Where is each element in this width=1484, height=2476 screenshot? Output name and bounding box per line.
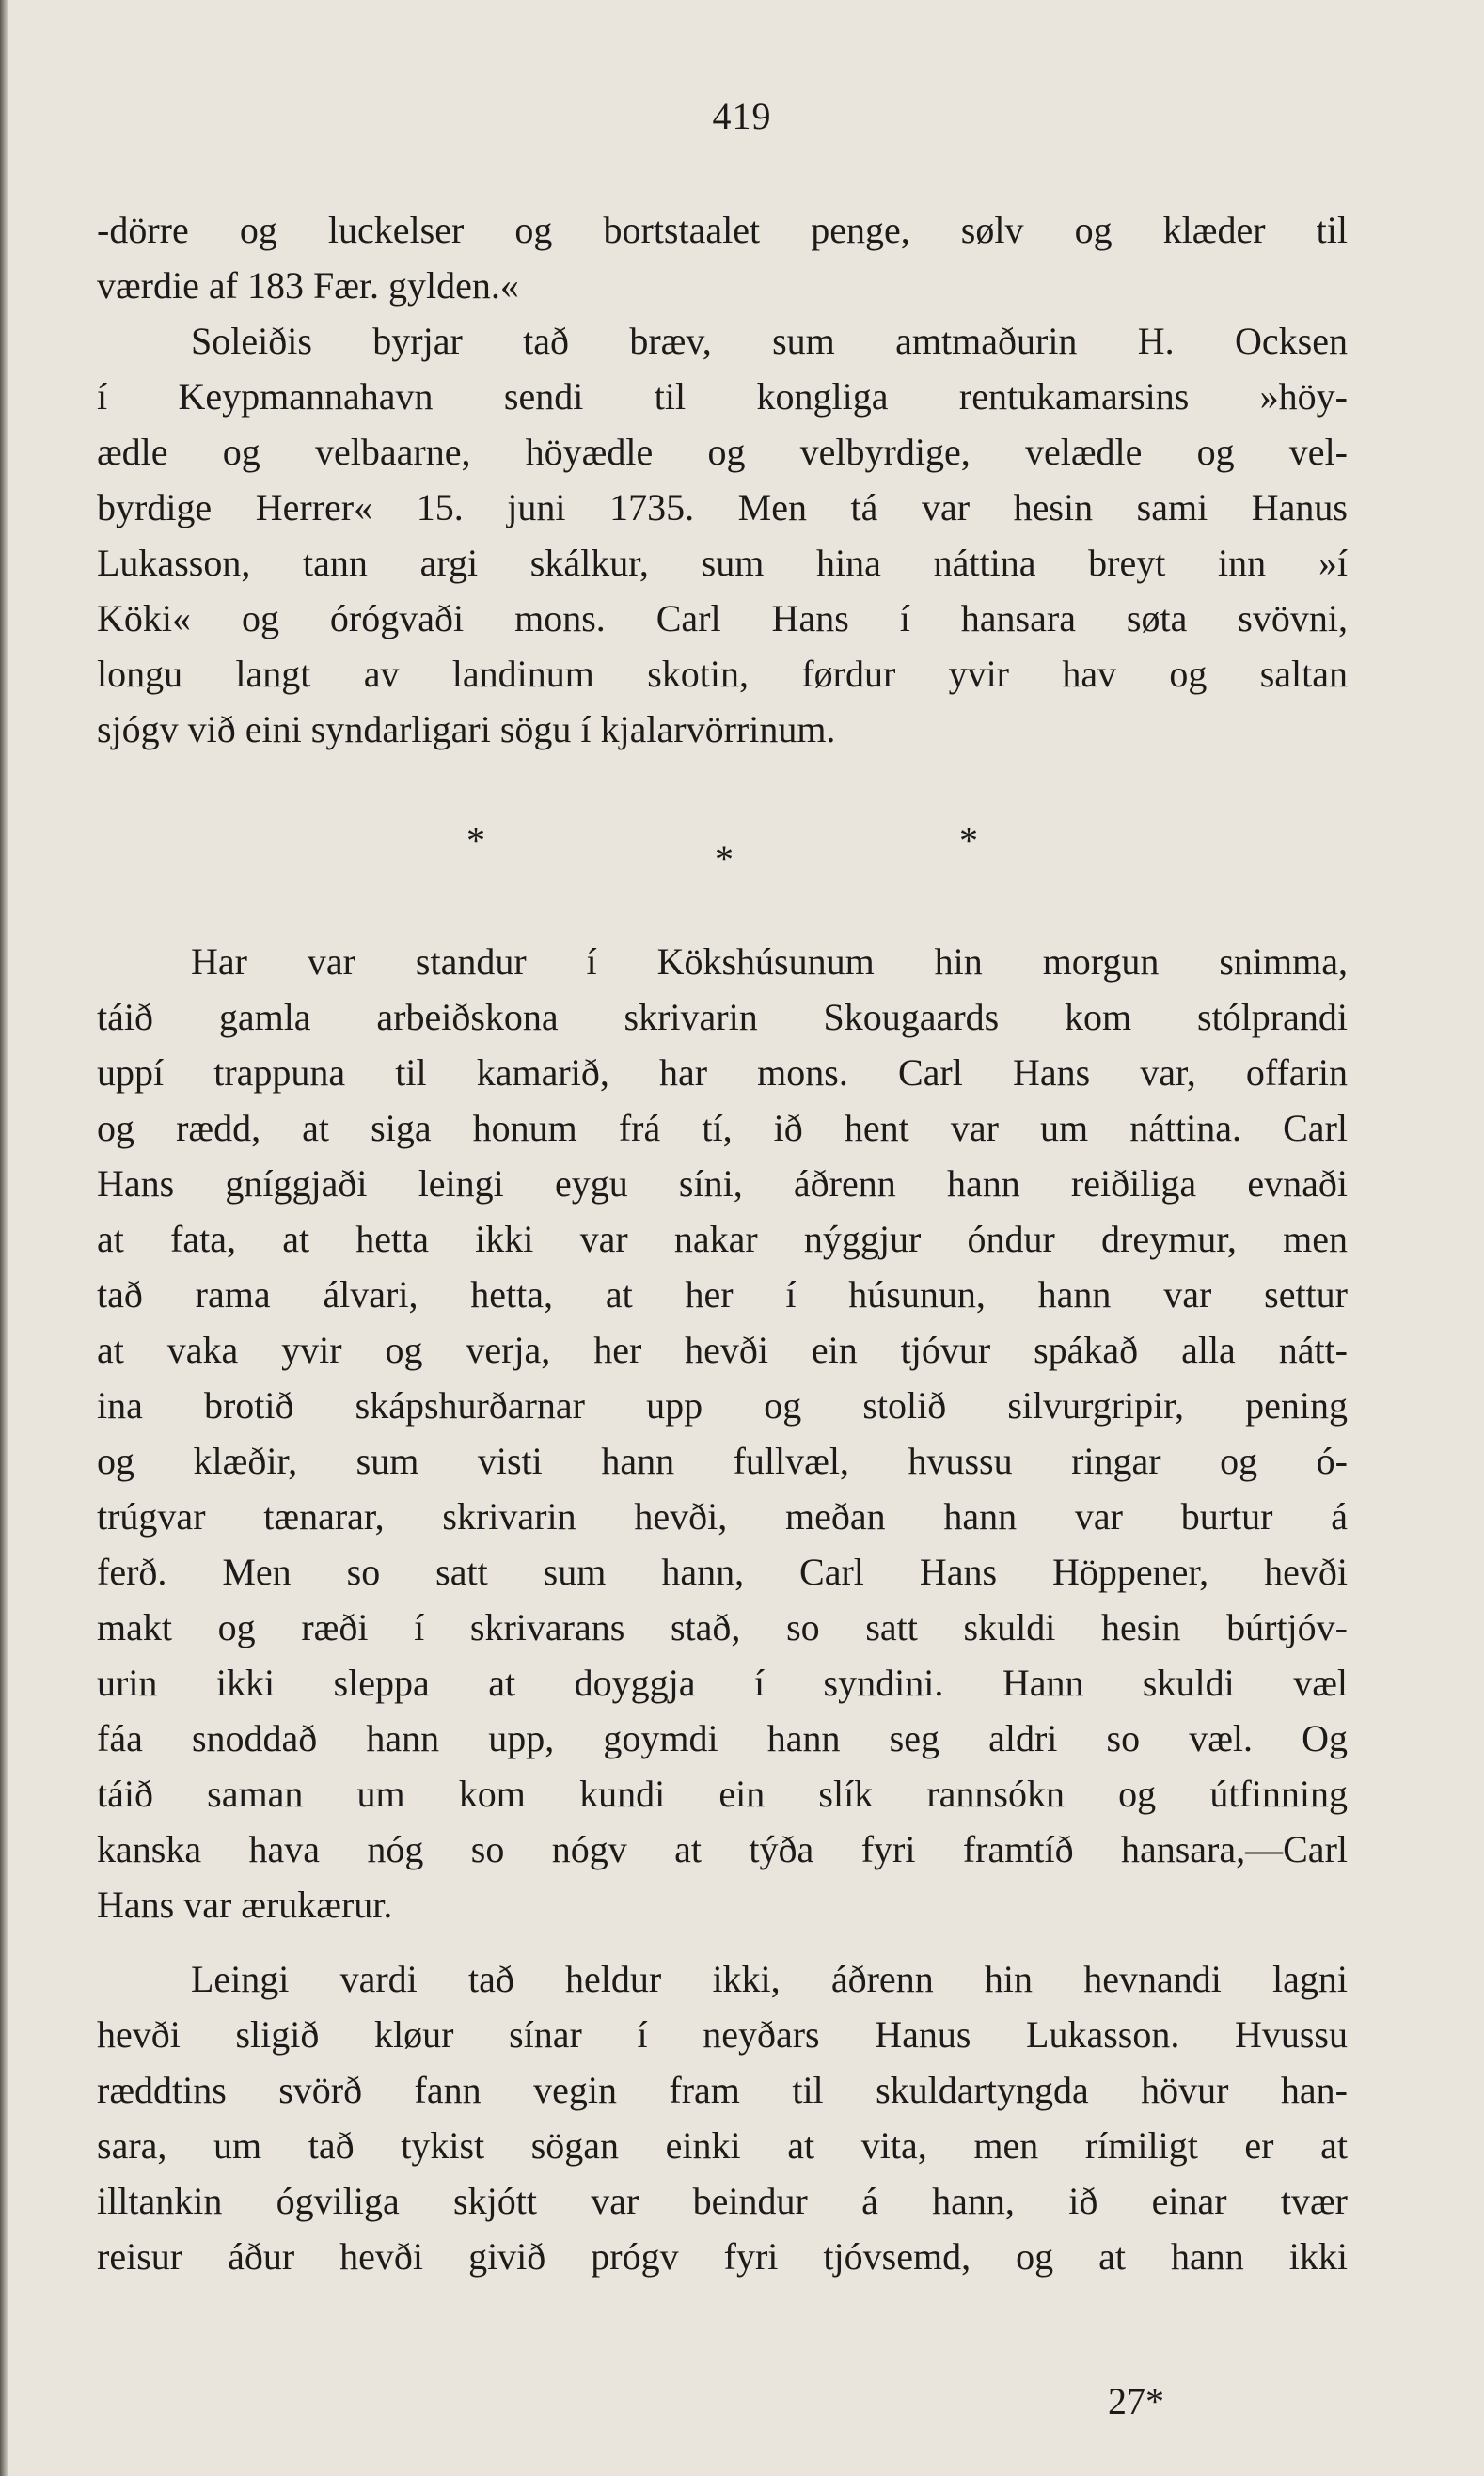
text-line: Lukasson, tann argi skálkur, sum hina náttina breyt inn »í	[97, 542, 1348, 584]
text-line: táið gamla arbeiðskona skrivarin Skougaards kom stólprandi	[97, 996, 1348, 1038]
signature-mark: 27*	[1108, 2380, 1164, 2422]
text-line: illtankin ógviliga skjótt var beindur á hann, ið einar tvær	[97, 2180, 1348, 2222]
text-line: at vaka yvir og verja, her hevði ein tjóvur spákað alla nátt-	[97, 1329, 1348, 1371]
paragraph-continuation	[97, 202, 1348, 313]
text-line: Har var standur í Kökshúsunum hin morgun snimma,	[191, 940, 1348, 983]
text-line: kanska hava nóg so nógv at týða fyri framtíð hansara,—Carl	[97, 1828, 1348, 1870]
text-line: -dörre og luckelser og bortstaalet penge, sølv og klæder til	[97, 209, 1348, 251]
text-line: trúgvar tænarar, skrivarin hevði, meðan hann var burtur á	[97, 1495, 1348, 1538]
section-break	[0, 818, 1484, 884]
text-line: værdie af 183 Fær. gylden.«	[97, 264, 519, 307]
text-line: Hans gníggjaði leingi eygu síni, áðrenn hann reiðiliga evnaði	[97, 1162, 1348, 1205]
text-line: hevði sligið kløur sínar í neyðars Hanus Lukasson. Hvussu	[97, 2013, 1348, 2056]
page-number: 419	[712, 95, 772, 137]
text-line: ædle og velbaarne, höyædle og velbyrdige, velædle og vel-	[97, 431, 1348, 473]
text-line: fáa snoddað hann upp, goymdi hann seg aldri so væl. Og	[97, 1717, 1348, 1759]
text-line: í Keypmannahavn sendi til kongliga rentukamarsins »höy-	[97, 375, 1348, 418]
text-line: sara, um tað tykist sögan einki at vita, men rímiligt er at	[97, 2124, 1348, 2167]
page-edge	[0, 0, 8, 2476]
text-line: táið saman um kom kundi ein slík rannsókn og útfinning	[97, 1773, 1348, 1815]
text-line: Leingi vardi tað heldur ikki, áðrenn hin hevnandi lagni	[191, 1958, 1348, 2000]
paragraph-letter-intro	[97, 313, 1348, 757]
paragraph-fate	[97, 1951, 1348, 2284]
text-line: tað rama álvari, hetta, at her í húsunun, hann var settur	[97, 1273, 1348, 1316]
text-line: og klæðir, sum visti hann fullvæl, hvussu ringar og ó-	[97, 1440, 1348, 1482]
text-line: makt og ræði í skrivarans stað, so satt skuldi hesin búrtjóv-	[97, 1606, 1348, 1648]
section-star: *	[466, 819, 485, 861]
text-line: Soleiðis byrjar tað bræv, sum amtmaðurin H. Ocksen	[191, 320, 1348, 362]
text-line: og rædd, at siga honum frá tí, ið hent var um náttina. Carl	[97, 1107, 1348, 1149]
text-line: uppí trappuna til kamarið, har mons. Carl Hans var, offarin	[97, 1051, 1348, 1094]
text-line: at fata, at hetta ikki var nakar nýggjur óndur dreymur, men	[97, 1218, 1348, 1260]
paragraph-morning-discovery	[97, 934, 1348, 1932]
text-line: Hans var ærukærur.	[97, 1884, 393, 1926]
text-line: ræddtins svörð fann vegin fram til skuldartyngda hövur han-	[97, 2069, 1348, 2111]
text-line: sjógv við eini syndarligari sögu í kjalarvörrinum.	[97, 708, 836, 750]
text-line: ferð. Men so satt sum hann, Carl Hans Höppener, hevði	[97, 1551, 1348, 1593]
section-star: *	[715, 838, 734, 880]
text-line: longu langt av landinum skotin, førdur yvir hav og saltan	[97, 653, 1348, 695]
text-line: byrdige Herrer« 15. juni 1735. Men tá var hesin sami Hanus	[97, 486, 1348, 528]
text-line: urin ikki sleppa at doyggja í syndini. Hann skuldi væl	[97, 1662, 1348, 1704]
text-line: Köki« og órógvaði mons. Carl Hans í hansara søta svövni,	[97, 597, 1348, 639]
text-line: reisur áður hevði givið prógv fyri tjóvsemd, og at hann ikki	[97, 2235, 1348, 2278]
section-star: *	[959, 819, 978, 861]
text-line: ina brotið skápshurðarnar upp og stolið silvurgripir, pening	[97, 1384, 1348, 1427]
